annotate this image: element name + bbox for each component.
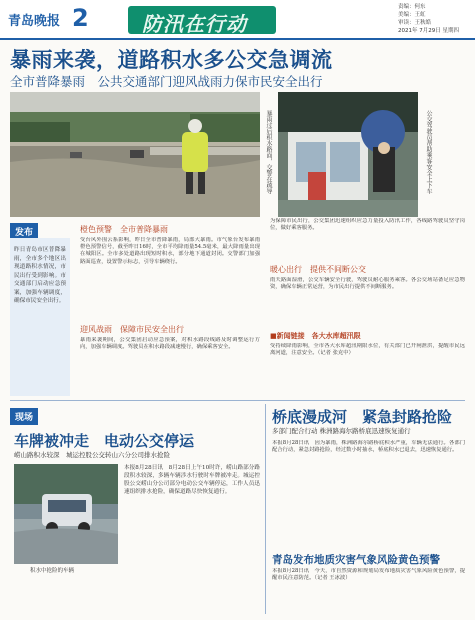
- bottom-right-headline-1: 桥底漫成河 紧急封路抢险: [272, 408, 453, 426]
- section-title: 防汛在行动: [142, 12, 247, 36]
- credit-line: 2021年 7月29日 星期四: [398, 28, 459, 34]
- section-tag-scene: 现场: [10, 408, 38, 425]
- page-number: 2: [72, 4, 89, 32]
- news-link-heading: ■新闻链接 各大水库超汛限: [270, 332, 361, 340]
- bottom-right-subheadline-1: 多部门配合行动 株洲路海尔路桥底迅速恢复通行: [272, 427, 411, 435]
- article-text-right-top: 为保障市民出行，公交集团迅速组织应急力量投入防汛工作，各线路驾驶员坚守岗位，做好乘客服务。: [270, 218, 465, 232]
- bottom-left-headline: 车牌被冲走 电动公交停运: [14, 432, 195, 450]
- top-rule: [0, 38, 475, 40]
- credit-line: 美编：王虹: [398, 12, 426, 18]
- article-text-right-mid: 雨天路面湿滑，公交车辆安全行驶，驾驶员耐心服务乘客。各公交场站备足应急物资，确保车辆正常运营，为市民出行提供不间断服务。: [270, 277, 465, 291]
- column-divider: [265, 404, 266, 614]
- bottom-left-text: 本报8月28日讯 8月28日上午10时许，崂山路部分路段积水较深，多辆车辆涉水行驶时车牌被冲走。城运控股公交崂山分公司部分电动公交车辆停运，工作人员迅速组织排水抢险，确保道路尽快恢复通行。: [124, 465, 260, 495]
- photo-caption-right: 公交驾驶员帮助乘客安全上下车: [425, 110, 432, 194]
- article-text-1: 受台风外围云系影响，昨日全市普降暴雨，局部大暴雨。市气象台发布暴雨橙色预警信号，截至昨日16时，全市平均降雨量54.5毫米，最大降雨量出现在城阳区。全市多处道路出现短时积水，部分地下通道封闭。交警部门加强路面巡查，设置警示标志，引导车辆绕行。: [80, 237, 260, 265]
- article-text-2: 暴雨来袭期间，公交集团启动应急预案，对积水路段线路及时调整运行方向，加强车辆调度。驾驶员在积水路段减速慢行，确保乘客安全。: [80, 337, 260, 351]
- sidebar-text: 昨日青岛市区普降暴雨，全市多个地区出现道路积水情况，市民出行受到影响。市交通部门启动应急预案，加强车辆调度，确保市民安全出行。: [14, 247, 66, 304]
- newspaper-logo: 青岛晚报: [8, 14, 61, 29]
- subhead-service: 暖心出行 提供不间断公交: [270, 265, 366, 274]
- credit-line: 审读：王秋皓: [398, 20, 432, 26]
- article-text-right-link: 受持续降雨影响，全市各大水库超汛期限水位，有关部门已开闸泄洪，提醒市民远离河道，注意安全。（记者 张克中）: [270, 343, 465, 357]
- bottom-left-subheadline: 崂山路积水较深 城运控股公交转山六分公司排水抢险: [14, 451, 170, 459]
- bus-passenger-photo: [278, 92, 418, 217]
- masthead: [0, 0, 475, 38]
- bottom-right-text-2: 本报8月28日讯 今天，市自然资源和规划局发布地质灾害气象风险黄色预警，提醒市民注意防范。（记者 王冰波）: [272, 568, 465, 582]
- section-divider: [10, 400, 465, 401]
- photo-caption-left: 暴雨过后积水路面，交警在疏导: [265, 110, 272, 194]
- flooded-road-photo: [10, 92, 260, 217]
- rescue-vehicle-photo: [14, 464, 118, 564]
- bottom-right-text-1: 本报8月28日讯 因为暴雨，株洲路海尔路桥底积水严重，车辆无法通行。各部门配合行动，紧急封路抢险，经过数小时抽水，桥底积水已退去，迅速恢复通行。: [272, 440, 465, 454]
- rescue-photo-caption: 积水中抢险的车辆: [30, 568, 75, 574]
- lead-subheadline: 全市普降暴雨 公共交通部门迎风战雨力保市民安全出行: [10, 74, 323, 89]
- subhead-warning: 橙色预警 全市普降暴雨: [80, 225, 168, 234]
- subhead-safety: 迎风战雨 保障市民安全出行: [80, 325, 184, 334]
- bottom-right-headline-2: 青岛发布地质灾害气象风险黄色预警: [272, 554, 440, 566]
- page-credits: [398, 3, 459, 35]
- section-tag-release: 发布: [10, 223, 38, 240]
- lead-headline: 暴雨来袭，道路积水多公交急调流: [10, 48, 333, 72]
- credit-line: 责编：何东: [398, 4, 426, 10]
